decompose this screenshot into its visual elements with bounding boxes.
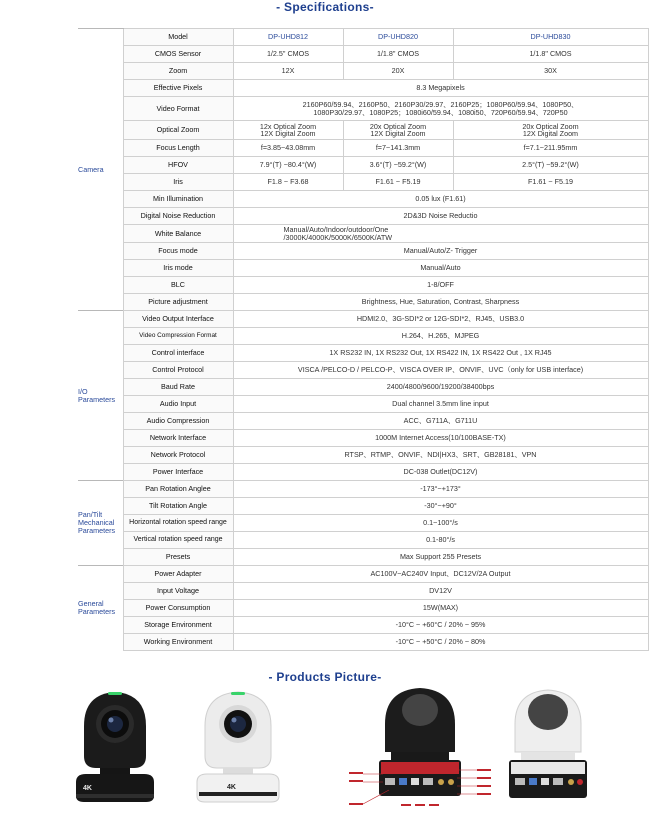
table-row [78, 413, 648, 430]
iris-value-3: F1.61 ~ F5.19 [453, 174, 648, 191]
param-label: Focus Length [123, 140, 233, 157]
cmos-value-3: 1/1.8" CMOS [453, 46, 648, 63]
param-label: Power Interface [123, 464, 233, 481]
param-label: Video Compression Format [123, 328, 233, 345]
table-row [78, 345, 648, 362]
tilt-rotation-value: -30°~+90° [233, 498, 648, 515]
zoom-value-1: 12X [233, 63, 343, 80]
black-camera-badge: 4K [83, 785, 92, 792]
param-label: Focus mode [123, 243, 233, 260]
power-consumption-value: 15W(MAX) [233, 600, 648, 617]
black-camera-front-image [70, 686, 160, 804]
param-label: Min Illumination [123, 191, 233, 208]
min-illumination-value: 0.05 lux (F1.61) [233, 191, 648, 208]
products-gallery [0, 686, 650, 819]
hfov-value-1: 7.9°(T) ~80.4°(W) [233, 157, 343, 174]
table-row [78, 515, 648, 532]
hfov-value-2: 3.6°(T) ~59.2°(W) [343, 157, 453, 174]
param-label: Vertical rotation speed range [123, 532, 233, 549]
audio-compression-value: ACC、G711A、G711U [233, 413, 648, 430]
table-row [78, 634, 648, 651]
baud-rate-value: 2400/4800/9600/19200/38400bps [233, 379, 648, 396]
storage-environment-value: -10°C ~ +60°C / 20% ~ 95% [233, 617, 648, 634]
param-label: Iris mode [123, 260, 233, 277]
table-row [78, 566, 648, 583]
model-value-2: DP-UHD820 [343, 29, 453, 46]
param-label: Control Protocol [123, 362, 233, 379]
table-row [78, 225, 648, 243]
white-balance-line-2: /3000K/4000K/5000K/6500K/ATW [283, 232, 393, 242]
param-label: Tilt Rotation Angle [123, 498, 233, 515]
video-compression-value: H.264、H.265、MJPEG [233, 328, 648, 345]
group-label-camera: Camera [78, 29, 123, 311]
table-row [78, 447, 648, 464]
param-label: HFOV [123, 157, 233, 174]
table-row [78, 63, 648, 80]
input-voltage-value: DV12V [233, 583, 648, 600]
param-label: Zoom [123, 63, 233, 80]
cmos-value-2: 1/1.8" CMOS [343, 46, 453, 63]
zoom-value-3: 30X [453, 63, 648, 80]
table-row [78, 600, 648, 617]
white-camera-front-image [193, 686, 283, 804]
noise-reduction-value: 2D&3D Noise Reductio [233, 208, 648, 225]
model-value-1: DP-UHD812 [233, 29, 343, 46]
video-output-value: HDMI2.0、3G-SDI*2 or 12G-SDI*2、RJ45、USB3.0 [233, 311, 648, 328]
param-label: Network Interface [123, 430, 233, 447]
group-label-general: General Parameters [78, 566, 123, 651]
table-row [78, 191, 648, 208]
param-label: Picture adjustment [123, 294, 233, 311]
table-row [78, 260, 648, 277]
param-label: Audio Compression [123, 413, 233, 430]
param-label: Effective Pixels [123, 80, 233, 97]
digital-zoom-line: 12X Digital Zoom [260, 129, 316, 138]
table-row [78, 157, 648, 174]
white-camera-rear-image [503, 686, 593, 804]
param-label: Optical Zoom [123, 121, 233, 140]
presets-value: Max Support 255 Presets [233, 549, 648, 566]
table-row [78, 379, 648, 396]
param-label: Model [123, 29, 233, 46]
table-row [78, 174, 648, 191]
audio-input-value: Dual channel 3.5mm line input [233, 396, 648, 413]
param-label: Network Protocol [123, 447, 233, 464]
param-label: Baud Rate [123, 379, 233, 396]
table-row [78, 328, 648, 345]
specifications-table [78, 28, 649, 651]
param-label: Control interface [123, 345, 233, 362]
power-adapter-value: AC100V~AC240V Input、DC12V/2A Output [233, 566, 648, 583]
table-row [78, 46, 648, 63]
optical-zoom-value-1 [233, 121, 343, 140]
pixels-value: 8.3 Megapixels [233, 80, 648, 97]
table-row [78, 583, 648, 600]
digital-zoom-line: 12X Digital Zoom [522, 129, 579, 138]
optical-zoom-line: 20x Optical Zoom [369, 121, 427, 131]
model-value-3: DP-UHD830 [453, 29, 648, 46]
param-label: Video Output Interface [123, 311, 233, 328]
group-label-io: I/O Parameters [78, 311, 123, 481]
digital-zoom-line: 12X Digital Zoom [370, 129, 426, 138]
blc-value: 1-8/OFF [233, 277, 648, 294]
param-label: Presets [123, 549, 233, 566]
table-row [78, 362, 648, 379]
focal-value-2: f=7~141.3mm [343, 140, 453, 157]
network-protocol-value: RTSP、RTMP、ONVIF、NDI|HX3、SRT、GB28181、VPN [233, 447, 648, 464]
param-label: Input Voltage [123, 583, 233, 600]
table-row [78, 97, 648, 121]
hfov-value-3: 2.5°(T) ~59.2°(W) [453, 157, 648, 174]
table-row [78, 80, 648, 97]
table-row [78, 532, 648, 549]
horizontal-speed-value: 0.1~100°/s [233, 515, 648, 532]
power-interface-value: DC-038 Outlet(DC12V) [233, 464, 648, 481]
table-row [78, 243, 648, 260]
white-camera-badge: 4K [227, 784, 236, 791]
specifications-title: - Specifications- [276, 0, 374, 14]
param-label: Video Format [123, 97, 233, 121]
param-label: Iris [123, 174, 233, 191]
table-row [78, 208, 648, 225]
table-row [78, 396, 648, 413]
optical-zoom-line: 12x Optical Zoom [259, 121, 317, 131]
param-label: Audio Input [123, 396, 233, 413]
focus-mode-value: Manual/Auto/Z- Trigger [233, 243, 648, 260]
param-label: Digital Noise Reduction [123, 208, 233, 225]
control-interface-value: 1X RS232 IN, 1X RS232 Out, 1X RS422 IN, 1X RS422 Out , 1X RJ45 [233, 345, 648, 362]
group-label-pantilt: Pan/Tilt Mechanical Parameters [78, 481, 123, 566]
table-row [78, 617, 648, 634]
white-balance-line-1: Manual/Auto/Indoor/outdoor/One [283, 225, 389, 234]
focal-value-1: f=3.85~43.08mm [233, 140, 343, 157]
table-row [78, 549, 648, 566]
table-row [78, 294, 648, 311]
table-row [78, 311, 648, 328]
table-row [78, 121, 648, 140]
products-picture-title: - Products Picture- [268, 670, 382, 684]
param-label: CMOS Sensor [123, 46, 233, 63]
param-label: BLC [123, 277, 233, 294]
video-format-line-1: 2160P60/59.94、2160P50、2160P30/29.97、2160P25；1080P60/59.94、1080P50、 [302, 100, 579, 109]
video-format-line-2: 1080P30/29.97、1080P25；1080i60/59.94、1080i50、720P60/59.94、720P50 [313, 107, 568, 117]
param-label: Pan Rotation Anglee [123, 481, 233, 498]
zoom-value-2: 20X [343, 63, 453, 80]
picture-adjustment-value: Brightness, Hue, Saturation, Contrast, Sharpness [233, 294, 648, 311]
video-format-value [233, 97, 648, 121]
table-row [78, 29, 648, 46]
pan-rotation-value: -173°~+173° [233, 481, 648, 498]
table-row [78, 481, 648, 498]
cmos-value-1: 1/2.5" CMOS [233, 46, 343, 63]
param-label: White Balance [123, 225, 233, 243]
iris-mode-value: Manual/Auto [233, 260, 648, 277]
white-balance-value [233, 225, 648, 243]
working-environment-value: -10°C ~ +50°C / 20% ~ 80% [233, 634, 648, 651]
param-label: Power Consumption [123, 600, 233, 617]
param-label: Horizontal rotation speed range [123, 515, 233, 532]
network-interface-value: 1000M Internet Access(10/100BASE-TX) [233, 430, 648, 447]
table-row [78, 430, 648, 447]
optical-zoom-line: 20x Optical Zoom [522, 121, 579, 131]
table-row [78, 277, 648, 294]
focal-value-3: f=7.1~211.95mm [453, 140, 648, 157]
vertical-speed-value: 0.1-80°/s [233, 532, 648, 549]
control-protocol-value: VISCA /PELCO-D / PELCO-P、VISCA OVER IP、ONVIF、UVC（only for USB interface) [233, 362, 648, 379]
black-camera-rear-image [345, 686, 495, 816]
table-row [78, 140, 648, 157]
optical-zoom-value-2 [343, 121, 453, 140]
iris-value-1: F1.8 ~ F3.68 [233, 174, 343, 191]
iris-value-2: F1.61 ~ F5.19 [343, 174, 453, 191]
param-label: Working Environment [123, 634, 233, 651]
optical-zoom-value-3 [453, 121, 648, 140]
param-label: Storage Environment [123, 617, 233, 634]
table-row [78, 498, 648, 515]
table-row [78, 464, 648, 481]
param-label: Power Adapter [123, 566, 233, 583]
